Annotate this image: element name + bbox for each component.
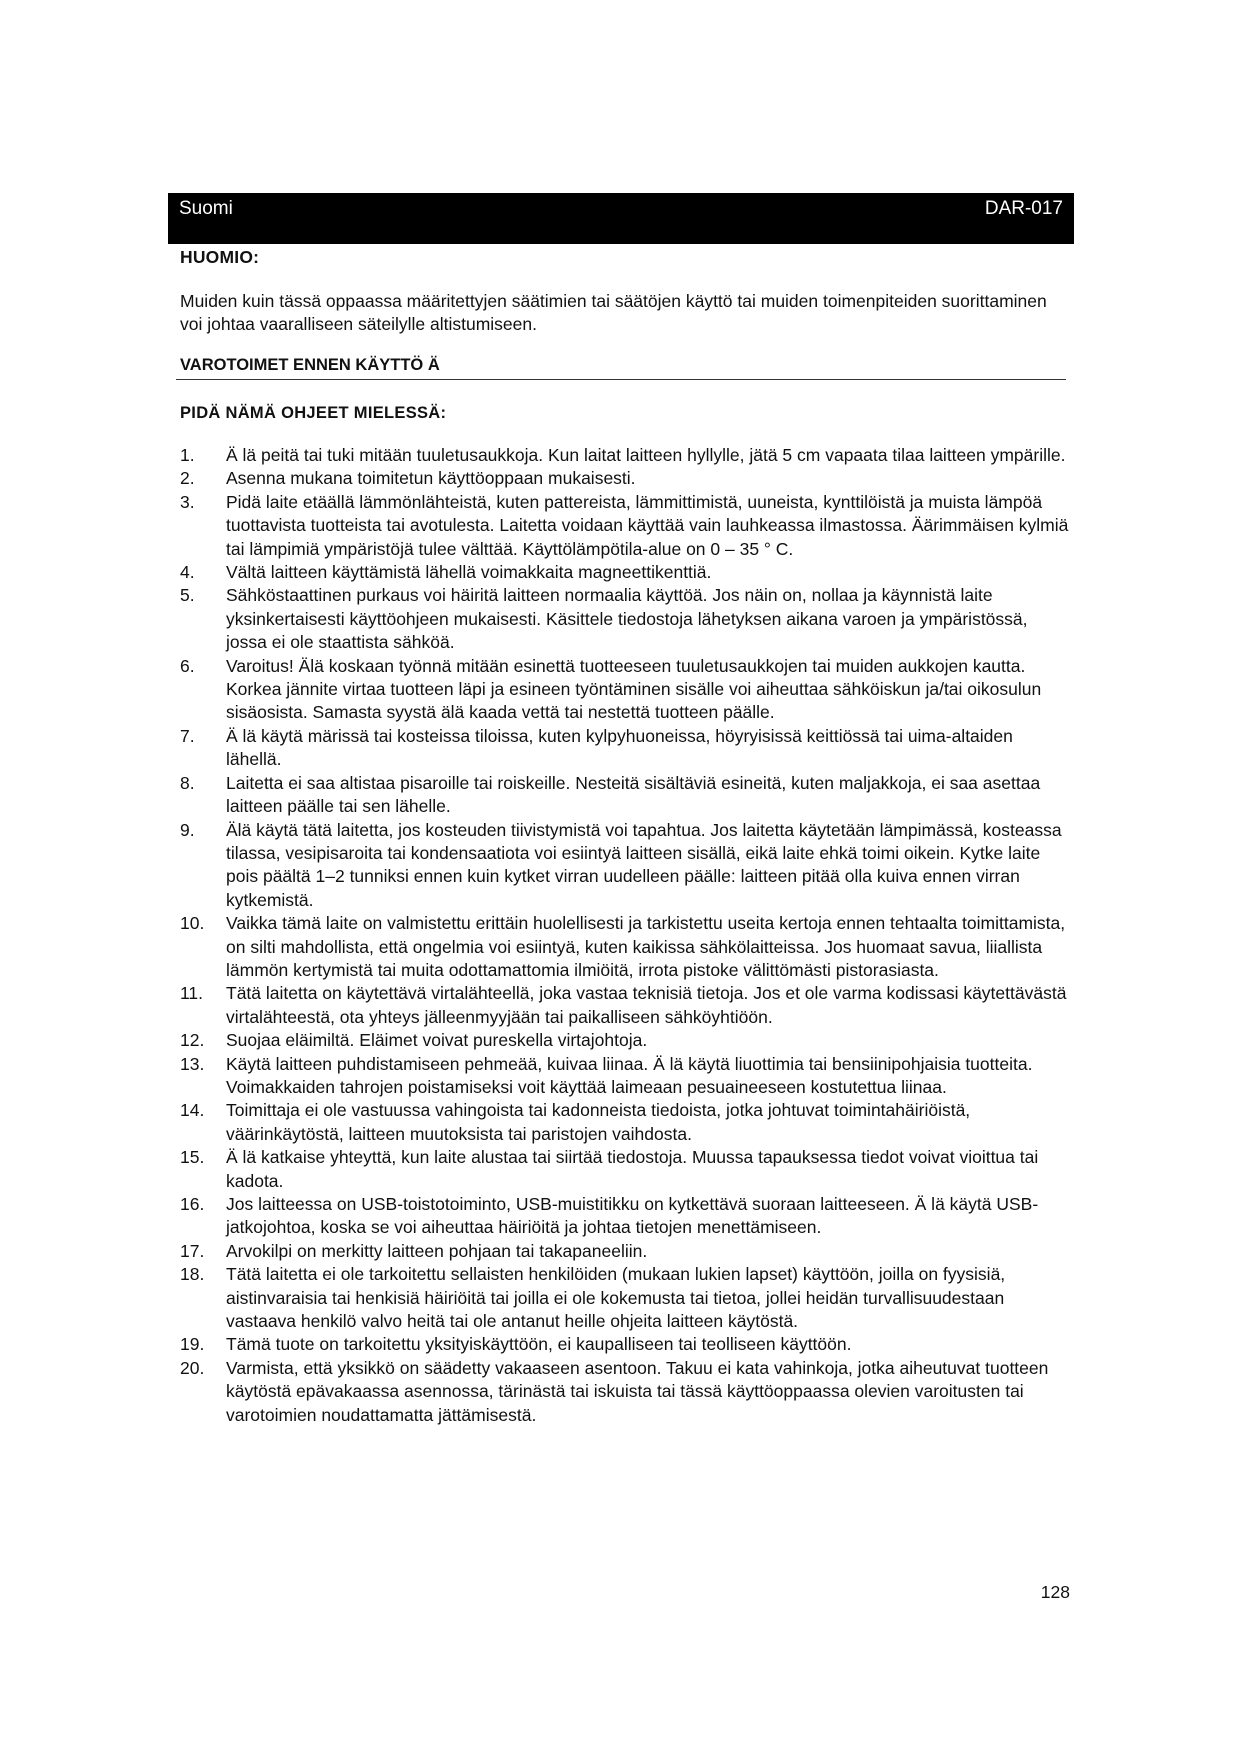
precaution-number: 9. xyxy=(180,819,195,840)
precaution-item xyxy=(180,1053,1070,1100)
precaution-text: Asenna mukana toimitetun käyttöoppaan mukaisesti. xyxy=(226,468,636,489)
precaution-text: Ä lä katkaise yhteyttä, kun laite alustaa tai siirtää tiedostoja. Muussa tapauksessa tiedot voivat vioittua tai kadota. xyxy=(226,1147,1039,1191)
precaution-text: Varmista, että yksikkö on säädetty vakaaseen asentoon. Takuu ei kata vahinkoja, jotka aiheutuvat tuotteen käytöstä epävakaassa asennossa, tärinästä tai iskuista tai tässä käyttöoppaassa olevien varoitusten tai varotoimien noudattamatta jättämisestä. xyxy=(226,1357,1049,1425)
precaution-text: Älä käytä tätä laitetta, jos kosteuden tiivistymistä voi tapahtua. Jos laitetta käytetään lämpimässä, kosteassa tilassa, vesipisaroita tai kondensaatiota voi esiintyä laitteen sisällä, eikä laite ehkä toimi oikein. Kytke laite pois päältä 1–2 tunniksi ennen kuin kytket virran uudelleen päälle: laitteen pitää olla kuiva ennen virran kytkemistä. xyxy=(226,819,1062,910)
section-divider xyxy=(176,379,1066,380)
precaution-text: Laitetta ei saa altistaa pisaroille tai roiskeille. Nesteitä sisältäviä esineitä, kuten maljakkoja, ei saa asettaa laitteen päälle tai sen lähelle. xyxy=(226,772,1041,817)
precaution-item xyxy=(180,655,1070,725)
precaution-number: 19. xyxy=(180,1334,205,1355)
precaution-item xyxy=(180,725,1070,772)
precaution-text: Ä lä peitä tai tuki mitään tuuletusaukkoja. Kun laitat laitteen hyllylle, jätä 5 cm vapaata tilaa laitteen ympärille. xyxy=(226,445,1066,465)
precaution-item xyxy=(180,1333,1070,1356)
precaution-number: 10. xyxy=(180,913,205,934)
precaution-item xyxy=(180,1240,1070,1263)
precaution-text: Sähköstaattinen purkaus voi häiritä laitteen normaalia käyttöä. Jos näin on, nollaa ja käynnistä laite yksinkertaisesti käyttöohjeen mukaisesti. Käsittele tiedostoja lähetyksen aikana varoen ja ympäristössä, jossa ei ole staattista sähköä. xyxy=(226,585,1028,653)
precaution-text: Tätä laitetta ei ole tarkoitettu sellaisten henkilöiden (mukaan lukien lapset) käyttöön, joilla on fyysisiä, aistinvaraisia tai henkisiä häiriöitä tai joilla ei ole kokemusta tai tietoa, jollei heidän turvallisuudestaan vastaava henkilö valvo heitä tai ole antanut heille ohjeita laitteen käytöstä. xyxy=(226,1264,1006,1332)
precaution-number: 11. xyxy=(180,983,204,1004)
precaution-text: Tätä laitetta on käytettävä virtalähteellä, joka vastaa teknisiä tietoja. Jos et ole varma kodissasi käytettävästä virtalähteestä, ota yhteys jälleenmyyjään tai paikalliseen sähköyhtiöön. xyxy=(226,983,1067,1027)
precautions-list xyxy=(180,444,1070,1427)
precaution-item xyxy=(180,444,1070,467)
precaution-text: Vaikka tämä laite on valmistettu erittäin huolellisesti ja tarkistettu useita kertoja ennen tehtaalta toimittamista, on silti mahdollista, että ongelmia voi esiintyä, kuten kaikissa sähkölaitteissa. Jos huomaat savua, liiallista lämmön kertymistä tai muita odottamattomia ilmiöitä, irrota pistoke välittömästi pistorasiasta. xyxy=(226,913,1066,980)
precaution-item xyxy=(180,1357,1070,1427)
precaution-number: 1. xyxy=(180,445,195,465)
precaution-extra-text: Voimakkaiden tahrojen poistamiseksi voit käyttää laimeaan pesuaineeseen kostutettua liinaa. xyxy=(226,1076,947,1097)
page-number: 128 xyxy=(1040,1582,1070,1602)
precaution-text: Jos laitteessa on USB-toistotoiminto, USB-muistitikku on kytkettävä suoraan laitteeseen. Ä lä käytä USB-jatkojohtoa, koska se voi aiheuttaa häiriöitä ja johtaa tietojen menettämiseen. xyxy=(226,1194,1039,1238)
precaution-number: 8. xyxy=(180,772,195,793)
precaution-item xyxy=(180,1099,1070,1146)
precaution-number: 13. xyxy=(180,1053,205,1074)
precaution-number: 16. xyxy=(180,1194,205,1214)
precaution-number: 18. xyxy=(180,1264,205,1285)
precaution-item xyxy=(180,561,1070,584)
precaution-item xyxy=(180,1263,1070,1333)
precaution-item xyxy=(180,491,1070,561)
precaution-item xyxy=(180,1193,1070,1240)
precaution-text: Arvokilpi on merkitty laitteen pohjaan tai takapaneeliin. xyxy=(226,1240,648,1261)
precaution-text: Ä lä käytä märissä tai kosteissa tiloissa, kuten kylpyhuoneissa, höyryisissä keittiössä tai uima-altaiden lähellä. xyxy=(226,725,1013,770)
precautions-subheading: PIDÄ NÄMÄ OHJEET MIELESSÄ: xyxy=(180,404,447,422)
precaution-number: 20. xyxy=(180,1357,205,1378)
precaution-number: 2. xyxy=(180,468,195,489)
notice-text: Muiden kuin tässä oppaassa määritettyjen säätimien tai säätöjen käyttö tai muiden toimenpiteiden suorittaminen voi johtaa vaaralliseen säteilylle altistumiseen. xyxy=(180,291,1047,334)
precaution-text: Vältä laitteen käyttämistä lähellä voimakkaita magneettikenttiä. xyxy=(226,562,712,583)
precaution-text: Suojaa eläimiltä. Eläimet voivat pureskella virtajohtoja. xyxy=(226,1030,648,1051)
precaution-number: 4. xyxy=(180,562,195,583)
precaution-item xyxy=(180,912,1070,982)
notice-heading: HUOMIO: xyxy=(180,247,260,267)
precaution-text: Käytä laitteen puhdistamiseen pehmeää, kuivaa liinaa. Ä lä käytä liuottimia tai bensiinipohjaisia tuotteita. xyxy=(226,1053,1033,1074)
precaution-number: 7. xyxy=(180,725,195,746)
precaution-number: 15. xyxy=(180,1147,205,1168)
precaution-item xyxy=(180,1029,1070,1052)
precaution-number: 12. xyxy=(180,1030,205,1051)
precaution-number: 17. xyxy=(180,1240,205,1261)
precaution-item xyxy=(180,1146,1070,1193)
precaution-number: 6. xyxy=(180,655,195,676)
model-label: DAR-017 xyxy=(984,198,1063,219)
precaution-number: 14. xyxy=(180,1100,205,1121)
precaution-text: Varoitus! Älä koskaan työnnä mitään esinettä tuotteeseen tuuletusaukkojen tai muiden aukkojen kautta. Korkea jännite virtaa tuotteen läpi ja esineen työntäminen sisälle voi aiheuttaa sähköiskun ja/tai oikosulun sisäosista. Samasta syystä älä kaada vettä tai nestettä tuotteen päälle. xyxy=(226,655,1042,723)
precaution-text: Pidä laite etäällä lämmönlähteistä, kuten pattereista, lämmittimistä, uuneista, kynttilöistä ja muista lämpöä tuottavista tuotteista tai avotulesta. Laitetta voidaan käyttää vain lauhkeassa ilmastossa. Äärimmäisen kylmiä tai lämpimiä ympäristöjä tulee välttää. Käyttölämpötila-alue on 0 – 35 ° C. xyxy=(226,491,1069,559)
language-label: Suomi xyxy=(179,198,233,219)
precaution-item xyxy=(180,982,1070,1029)
precautions-heading: VAROTOIMET ENNEN KÄYTTÖ Ä xyxy=(180,356,440,374)
page-header-bar xyxy=(168,193,1074,244)
precaution-text: Tämä tuote on tarkoitettu yksityiskäyttöön, ei kaupalliseen tai teolliseen käyttöön. xyxy=(226,1334,852,1355)
precaution-item xyxy=(180,584,1070,654)
precaution-text: Toimittaja ei ole vastuussa vahingoista tai kadonneista tiedoista, jotka johtuvat toimintahäiriöistä, väärinkäytöstä, laitteen muutoksista tai paristojen vaihdosta. xyxy=(226,1100,971,1144)
precaution-number: 3. xyxy=(180,491,195,512)
precaution-item xyxy=(180,467,1070,490)
precaution-item xyxy=(180,819,1070,913)
precaution-number: 5. xyxy=(180,585,195,606)
precaution-item xyxy=(180,772,1070,819)
